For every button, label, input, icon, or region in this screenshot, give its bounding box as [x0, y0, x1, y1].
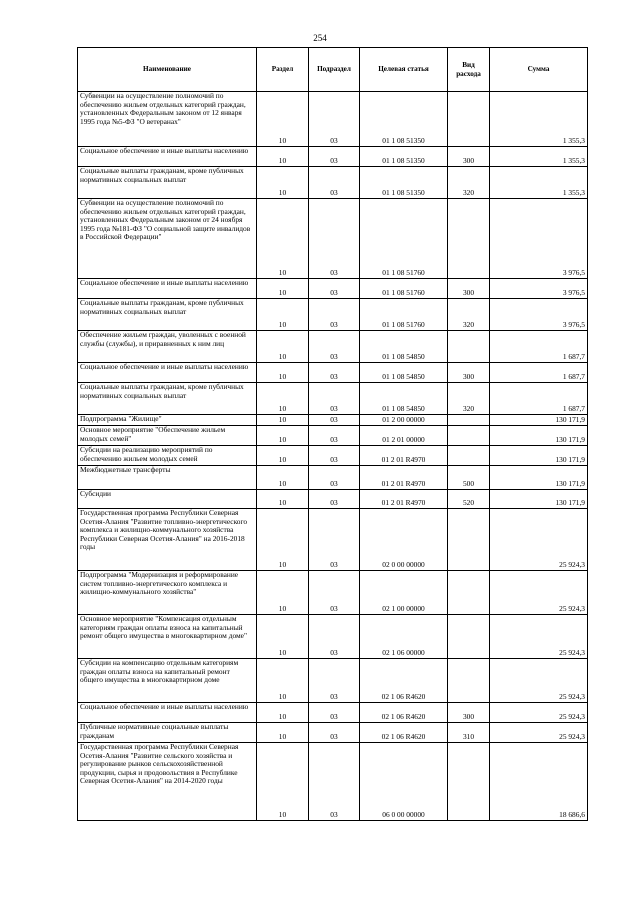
row-section: 10: [257, 615, 309, 659]
row-target: 02 1 00 00000: [360, 571, 448, 615]
row-target: 01 2 01 R4970: [360, 466, 448, 490]
row-kind: 500: [448, 466, 490, 490]
row-section: 10: [257, 490, 309, 509]
row-section: 10: [257, 167, 309, 199]
table-header-row: [78, 48, 588, 92]
table-row: [78, 509, 588, 571]
row-kind: [448, 571, 490, 615]
row-section: 10: [257, 331, 309, 363]
row-section: 10: [257, 363, 309, 383]
row-target: 01 1 08 54850: [360, 363, 448, 383]
row-section: 10: [257, 509, 309, 571]
row-name: Подпрограмма "Модернизация и реформирование систем топливно-энергетического комплекса и жилищно-коммунального хозяйства": [78, 571, 257, 615]
row-amount: 3 976,5: [490, 299, 588, 331]
row-target: 01 1 08 51760: [360, 299, 448, 331]
row-amount: 130 171,9: [490, 446, 588, 466]
page-number: 254: [313, 33, 327, 43]
table-row: [78, 299, 588, 331]
row-name: Основное мероприятие "Компенсация отдельным категориям граждан оплаты взноса на капитальный ремонт общего имущества в многоквартирном доме": [78, 615, 257, 659]
table-row: [78, 659, 588, 703]
header-name: Наименование: [78, 48, 257, 92]
row-name: Субвенции на осуществление полномочий по обеспечению жильем отдельных категорий граждан, установленных Федеральным законом от 24 ноября 1995 года №181-ФЗ "О социальной защите инвалидов в Российской Федерации": [78, 199, 257, 279]
row-name: Субсидии: [78, 490, 257, 509]
row-kind: [448, 659, 490, 703]
row-section: 10: [257, 659, 309, 703]
header-kind: Вид расхода: [448, 48, 490, 92]
row-target: 01 2 01 R4970: [360, 446, 448, 466]
row-target: 01 2 01 00000: [360, 426, 448, 446]
row-amount: 3 976,5: [490, 279, 588, 299]
table-row: [78, 426, 588, 446]
row-subsection: 03: [309, 466, 360, 490]
row-subsection: 03: [309, 571, 360, 615]
row-subsection: 03: [309, 509, 360, 571]
row-target: 01 2 01 R4970: [360, 490, 448, 509]
row-subsection: 03: [309, 415, 360, 426]
row-amount: 130 171,9: [490, 415, 588, 426]
table-row: [78, 331, 588, 363]
row-amount: 1 355,3: [490, 147, 588, 167]
row-kind: [448, 426, 490, 446]
row-subsection: 03: [309, 659, 360, 703]
row-name: Субвенции на осуществление полномочий по обеспечению жильем отдельных категорий граждан, установленных Федеральным законом от 12 января 1995 года №5-ФЗ "О ветеранах": [78, 92, 257, 147]
row-target: 01 1 08 51760: [360, 279, 448, 299]
header-subsection: Подраздел: [309, 48, 360, 92]
row-subsection: 03: [309, 279, 360, 299]
row-subsection: 03: [309, 147, 360, 167]
row-kind: [448, 743, 490, 821]
row-section: 10: [257, 415, 309, 426]
row-amount: 1 355,3: [490, 167, 588, 199]
row-kind: 300: [448, 703, 490, 723]
row-name: Социальное обеспечение и иные выплаты населению: [78, 363, 257, 383]
row-section: 10: [257, 743, 309, 821]
row-kind: 320: [448, 167, 490, 199]
table-row: [78, 703, 588, 723]
row-kind: [448, 509, 490, 571]
table-row: [78, 723, 588, 743]
row-kind: [448, 446, 490, 466]
row-amount: 25 924,3: [490, 509, 588, 571]
row-kind: 520: [448, 490, 490, 509]
table-row: [78, 466, 588, 490]
row-amount: 25 924,3: [490, 571, 588, 615]
row-subsection: 03: [309, 723, 360, 743]
table-row: [78, 415, 588, 426]
row-amount: 18 686,6: [490, 743, 588, 821]
table-row: [78, 147, 588, 167]
row-kind: 310: [448, 723, 490, 743]
header-section: Раздел: [257, 48, 309, 92]
row-kind: 300: [448, 363, 490, 383]
row-name: Социальное обеспечение и иные выплаты населению: [78, 279, 257, 299]
row-subsection: 03: [309, 383, 360, 415]
row-kind: [448, 92, 490, 147]
row-name: Подпрограмма "Жилище": [78, 415, 257, 426]
row-target: 01 1 08 54850: [360, 383, 448, 415]
row-subsection: 03: [309, 743, 360, 821]
row-subsection: 03: [309, 92, 360, 147]
row-section: 10: [257, 383, 309, 415]
row-section: 10: [257, 446, 309, 466]
table-row: [78, 446, 588, 466]
row-target: 02 0 00 00000: [360, 509, 448, 571]
row-target: 02 1 06 R4620: [360, 703, 448, 723]
row-section: 10: [257, 723, 309, 743]
row-subsection: 03: [309, 615, 360, 659]
row-section: 10: [257, 199, 309, 279]
row-target: 02 1 06 00000: [360, 615, 448, 659]
row-amount: 25 924,3: [490, 703, 588, 723]
table-row: [78, 279, 588, 299]
row-amount: 25 924,3: [490, 659, 588, 703]
table-row: [78, 490, 588, 509]
row-section: 10: [257, 466, 309, 490]
row-name: Субсидии на реализацию мероприятий по обеспечению жильем молодых семей: [78, 446, 257, 466]
row-kind: [448, 331, 490, 363]
row-target: 01 2 00 00000: [360, 415, 448, 426]
row-section: 10: [257, 147, 309, 167]
row-target: 01 1 08 51350: [360, 167, 448, 199]
row-subsection: 03: [309, 363, 360, 383]
row-name: Социальное обеспечение и иные выплаты населению: [78, 703, 257, 723]
table-row: [78, 199, 588, 279]
row-target: 02 1 06 R4620: [360, 659, 448, 703]
row-name: Социальные выплаты гражданам, кроме публичных нормативных социальных выплат: [78, 383, 257, 415]
table-row: [78, 571, 588, 615]
header-target: Целевая статья: [360, 48, 448, 92]
row-name: Социальные выплаты гражданам, кроме публичных нормативных социальных выплат: [78, 299, 257, 331]
row-kind: [448, 415, 490, 426]
row-kind: 300: [448, 147, 490, 167]
row-name: Основное мероприятие "Обеспечение жильем молодых семей": [78, 426, 257, 446]
row-amount: 1 355,3: [490, 92, 588, 147]
row-subsection: 03: [309, 490, 360, 509]
row-target: 06 0 00 00000: [360, 743, 448, 821]
row-target: 01 1 08 51350: [360, 92, 448, 147]
row-name: Субсидии на компенсацию отдельным категориям граждан оплаты взноса на капитальный ремонт общего имущества в многоквартирном доме: [78, 659, 257, 703]
row-name: Обеспечение жильем граждан, уволенных с военной службы (службы), и приравненных к ним лиц: [78, 331, 257, 363]
table-row: [78, 363, 588, 383]
row-section: 10: [257, 571, 309, 615]
row-amount: 1 687,7: [490, 363, 588, 383]
table-row: [78, 167, 588, 199]
row-section: 10: [257, 299, 309, 331]
row-section: 10: [257, 426, 309, 446]
row-subsection: 03: [309, 331, 360, 363]
row-subsection: 03: [309, 446, 360, 466]
row-amount: 1 687,7: [490, 383, 588, 415]
row-section: 10: [257, 703, 309, 723]
row-amount: 130 171,9: [490, 466, 588, 490]
header-amount: Сумма: [490, 48, 588, 92]
row-subsection: 03: [309, 703, 360, 723]
row-name: Государственная программа Республики Северная Осетия-Алания "Развитие топливно-энергетического комплекса и жилищно-коммунального хозяйства Республики Северная Осетия-Алания" на 2016-2018 годы: [78, 509, 257, 571]
row-name: Межбюджетные трансферты: [78, 466, 257, 490]
row-amount: 25 924,3: [490, 615, 588, 659]
table-row: [78, 743, 588, 821]
row-name: Социальные выплаты гражданам, кроме публичных нормативных социальных выплат: [78, 167, 257, 199]
table-row: [78, 383, 588, 415]
row-amount: 25 924,3: [490, 723, 588, 743]
row-kind: 320: [448, 299, 490, 331]
row-section: 10: [257, 279, 309, 299]
row-kind: 300: [448, 279, 490, 299]
table-row: [78, 615, 588, 659]
row-subsection: 03: [309, 299, 360, 331]
row-amount: 3 976,5: [490, 199, 588, 279]
row-target: 01 1 08 51760: [360, 199, 448, 279]
row-target: 02 1 06 R4620: [360, 723, 448, 743]
row-amount: 130 171,9: [490, 490, 588, 509]
row-target: 01 1 08 51350: [360, 147, 448, 167]
row-subsection: 03: [309, 167, 360, 199]
row-amount: 1 687,7: [490, 331, 588, 363]
table-row: [78, 92, 588, 147]
row-kind: [448, 199, 490, 279]
row-kind: 320: [448, 383, 490, 415]
row-subsection: 03: [309, 426, 360, 446]
row-name: Публичные нормативные социальные выплаты гражданам: [78, 723, 257, 743]
row-amount: 130 171,9: [490, 426, 588, 446]
row-name: Социальное обеспечение и иные выплаты населению: [78, 147, 257, 167]
budget-table: [77, 47, 588, 821]
row-subsection: 03: [309, 199, 360, 279]
row-kind: [448, 615, 490, 659]
row-target: 01 1 08 54850: [360, 331, 448, 363]
row-section: 10: [257, 92, 309, 147]
row-name: Государственная программа Республики Северная Осетия-Алания "Развитие сельского хозяйства и регулирование рынков сельскохозяйственной продукции, сырья и продовольствия в Республике Северная Осетия-Алания" на 2014-2020 годы: [78, 743, 257, 821]
